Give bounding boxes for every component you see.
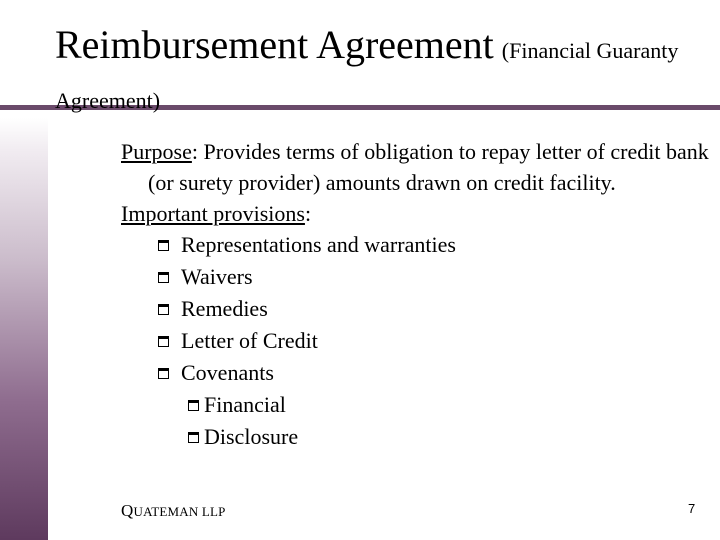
slide-title-main: Reimbursement Agreement xyxy=(55,22,494,67)
left-gradient-bar xyxy=(0,0,48,540)
purpose-text: : Provides terms of obligation to repay letter of credit bank (or surety provider) amounts drawn on credit facility. xyxy=(148,139,709,195)
square-bullet-icon xyxy=(158,272,169,283)
page-number: 7 xyxy=(688,501,696,516)
list-item-label: Letter of Credit xyxy=(181,328,318,353)
firm-name-initial: Q xyxy=(121,501,134,520)
slide-body xyxy=(121,136,711,453)
slide-title-qualifier-continued: Agreement) xyxy=(55,88,161,113)
list-item-label: Remedies xyxy=(181,296,268,321)
provisions-colon: : xyxy=(304,201,312,226)
list-item-label: Waivers xyxy=(181,264,253,289)
purpose-label: Purpose xyxy=(121,139,192,164)
firm-name-rest: UATEMAN LLP xyxy=(133,504,226,519)
list-item xyxy=(121,261,711,293)
square-bullet-icon xyxy=(158,240,169,251)
square-bullet-icon xyxy=(188,432,199,443)
provisions-heading xyxy=(121,198,711,229)
sub-list-item xyxy=(121,421,711,453)
square-bullet-icon xyxy=(188,400,199,411)
sub-list-item xyxy=(121,389,711,421)
list-item-label: Covenants xyxy=(181,360,274,385)
list-item xyxy=(121,293,711,325)
square-bullet-icon xyxy=(158,368,169,379)
firm-name xyxy=(121,503,226,520)
list-item xyxy=(121,229,711,261)
provisions-list xyxy=(121,229,711,453)
purpose-paragraph xyxy=(121,136,711,198)
provisions-label: Important provisions xyxy=(121,201,305,226)
list-item xyxy=(121,357,711,389)
square-bullet-icon xyxy=(158,336,169,347)
sub-list-item-label: Financial xyxy=(204,392,286,417)
square-bullet-icon xyxy=(158,304,169,315)
list-item xyxy=(121,325,711,357)
slide-title-qualifier: (Financial Guaranty xyxy=(501,38,679,63)
list-item-label: Representations and warranties xyxy=(181,232,456,257)
slide-title xyxy=(55,22,715,124)
sub-list-item-label: Disclosure xyxy=(204,424,299,449)
